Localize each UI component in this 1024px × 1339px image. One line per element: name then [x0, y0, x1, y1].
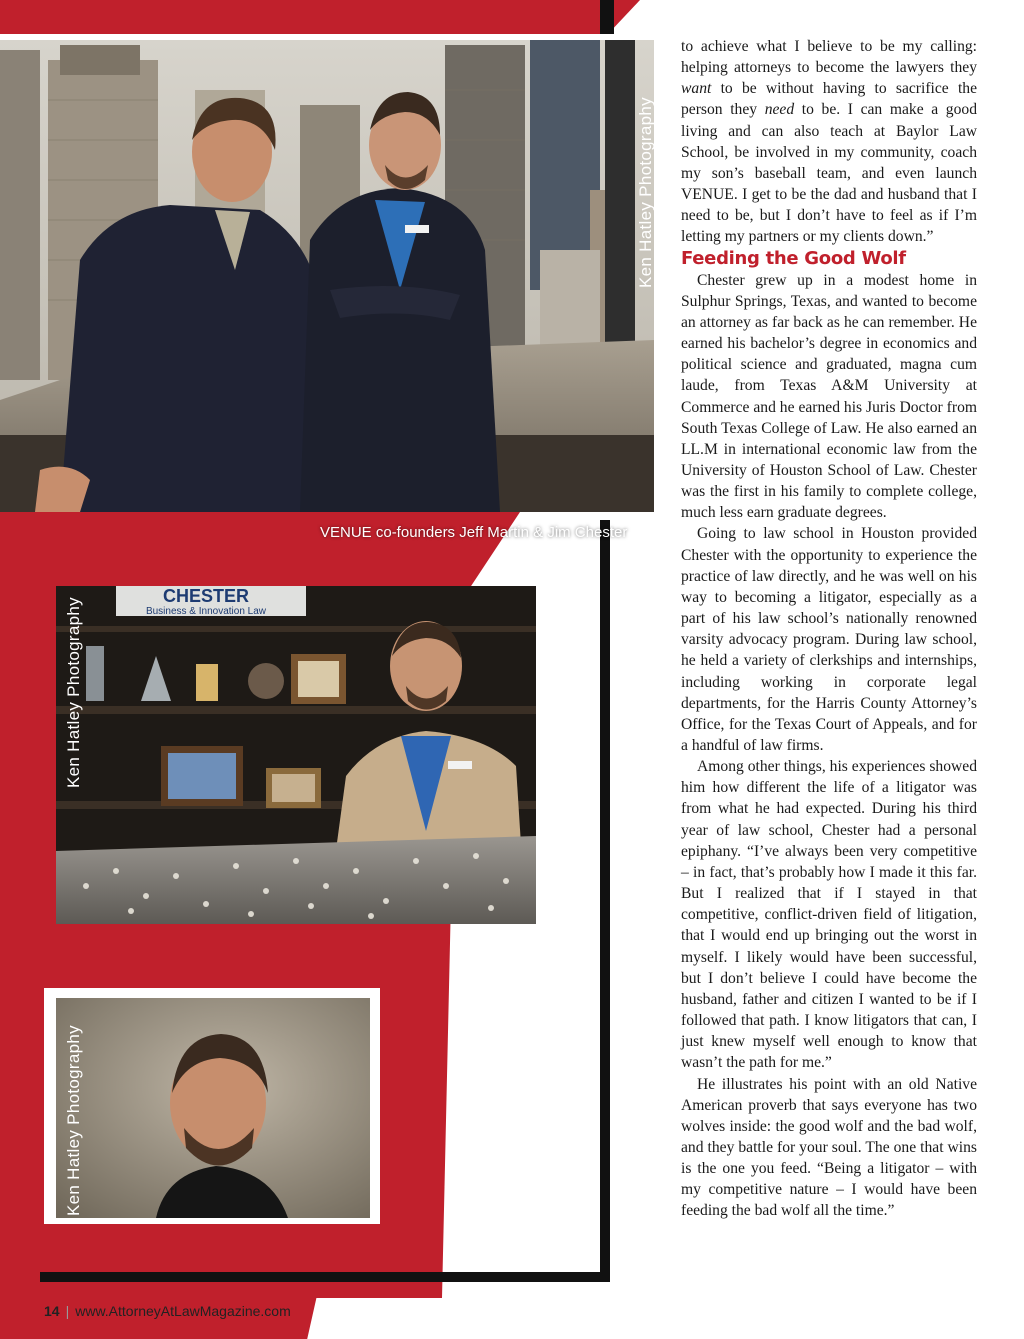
- article-intro-paragraph: [681, 36, 977, 248]
- top-photo-caption: VENUE co-founders Jeff Martin & Jim Chester: [320, 524, 628, 541]
- bottom-black-rule: [40, 1272, 610, 1282]
- intro-text-a: to achieve what I believe to be my calling: helping attorneys to become the lawyers they: [681, 38, 977, 77]
- intro-emphasis-want: want: [681, 80, 712, 98]
- article-paragraph: He illustrates his point with an old Native American proverb that says everyone has two wolves inside: the good wolf and the bad wolf, and they battle for your soul. The one that wins is the one you feed. “Being a litigator – with my competitive nature – I would have been feeding the bad wolf all the time.”: [681, 1075, 977, 1220]
- office-photo-art: [56, 586, 536, 924]
- middle-photo-credit: Ken Hatley Photography: [64, 597, 83, 788]
- section-heading: Feeding the Good Wolf: [681, 247, 906, 269]
- cofounders-photo-art: [0, 40, 654, 512]
- top-photo-credit: Ken Hatley Photography: [636, 97, 655, 288]
- office-sign-text: CHESTER: [162, 586, 250, 606]
- footer-separator: |: [65, 1303, 70, 1319]
- article-paragraph: Among other things, his experiences showed him how different the life of a litigator was from what he had expected. During his third year of law school, Chester had a personal epiphany. “I’ve always been very competitive – in fact, that’s probably how I made it this far. But I realized that if I stayed in that competitive, conflict-driven field of litigation, that I would end up bringing out the worst in myself. I likely would have been successful, but I don’t believe I could have become the husband, father and citizen I wanted to be if I followed that path. I know litigators that can, I just knew myself well enough to know that wasn’t the path for me.”: [681, 758, 977, 1072]
- article-paragraph: Chester grew up in a modest home in Sulphur Springs, Texas, and wanted to become an attorney as far back as he can remember. He earned his bachelor’s degree in economics and political science and graduated, magna cum laude, from Texas A&M University at Commerce and he earned his Juris Doctor from South Texas College of Law. He also earned an LL.M in international economic law from the University of Houston School of Law. Chester was the first in his family to complete college, much less earn graduate degrees.: [681, 271, 977, 522]
- page-number: 14: [44, 1303, 60, 1319]
- portrait-photo: [56, 998, 370, 1218]
- office-sign-subtext: Business & Innovation Law: [145, 606, 267, 617]
- portrait-photo-art: [56, 998, 370, 1218]
- intro-emphasis-need: need: [764, 101, 795, 119]
- cofounders-photo: [0, 40, 655, 541]
- bottom-photo-credit: Ken Hatley Photography: [64, 1025, 83, 1216]
- intro-text-c: to be. I can make a good living and can also teach at Baylor Law School, be involved in my community, coach my son’s baseball team, and even launch VENUE. I get to be the dad and husband that I need to be, but I don’t have to feel as if I’m letting my partners or my clients down.”: [681, 101, 977, 246]
- office-photo: [56, 586, 536, 924]
- intro-text-b: to be without having to sacrifice the person they: [681, 80, 977, 119]
- top-black-bar: [600, 0, 614, 34]
- page-footer: [44, 1303, 291, 1319]
- article-paragraph: Going to law school in Houston provided Chester with the opportunity to experience the practice of law directly, and he was well on his way to becoming a litigator, especially as a part of his law school’s nationally renowned varsity advocacy program. During law school, he held a variety of clerkships and internships, including working in corporate legal departments, for the Harris County Attorney’s Office, for the Texas Court of Appeals, and for a handful of law firms.: [681, 525, 977, 754]
- article-column: [681, 36, 977, 1222]
- footer-website-link[interactable]: www.AttorneyAtLawMagazine.com: [75, 1303, 291, 1319]
- top-red-band: [0, 0, 640, 34]
- right-black-rule: [600, 520, 610, 1280]
